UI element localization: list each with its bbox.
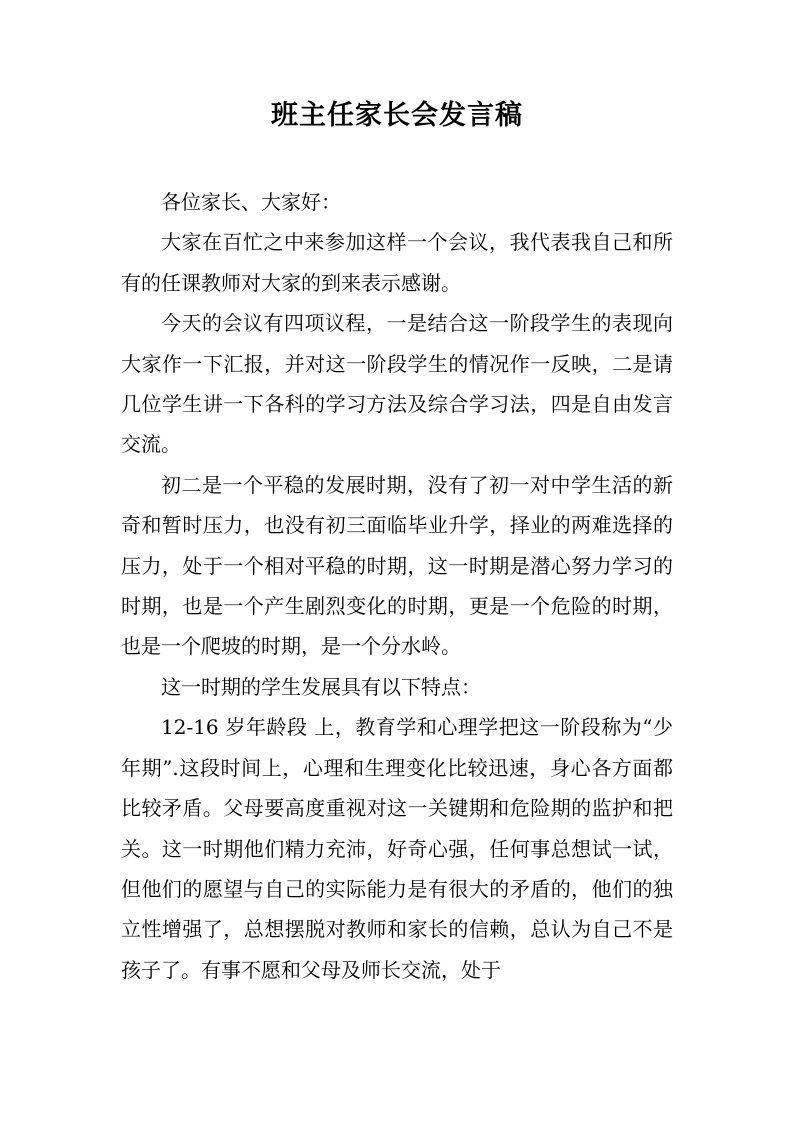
paragraph-characteristics-intro: 这一时期的学生发展具有以下特点：: [161, 674, 481, 699]
paragraph-greeting: 各位家长、大家好：: [161, 190, 341, 214]
document-title: 班主任家长会发言稿: [271, 100, 523, 131]
paragraph-adolescence: 12-16 岁年龄段 上，教育学和心理学把这一阶段称为“少年期”.这段时间上，心理和生理变化比较迅速，身心各方面都比较矛盾。父母要高度重视对这一关键期和危险期的监护和把关。这一时期他们精力充沛，好奇心强，任何事总想试一试，但他们的愿望与自己的实际能力是有很大的矛盾的，他们的独立性增强了，总想摆脱对教师和家长的信赖，总认为自己不是孩子了。有事不愿和父母及师长交流，处于: [121, 715, 673, 982]
paragraph-thanks: 大家在百忙之中来参加这样一个会议，我代表我自己和所有的任课教师对大家的到来表示感谢。: [121, 230, 673, 295]
paragraph-agenda: 今天的会议有四项议程，一是结合这一阶段学生的表现向大家作一下汇报，并对这一阶段学生的情况作一反映，二是请几位学生讲一下各科的学习方法及综合学习法，四是自由发言交流。: [121, 311, 673, 457]
paragraph-grade-two: 初二是一个平稳的发展时期，没有了初一对中学生活的新奇和暂时压力，也没有初三面临毕业升学，择业的两难选择的压力，处于一个相对平稳的时期，这一时期是潜心努力学习的时期，也是一个产生剧烈变化的时期，更是一个危险的时期，也是一个爬坡的时期，是一个分水岭。: [121, 472, 673, 659]
document-body: [121, 182, 673, 990]
